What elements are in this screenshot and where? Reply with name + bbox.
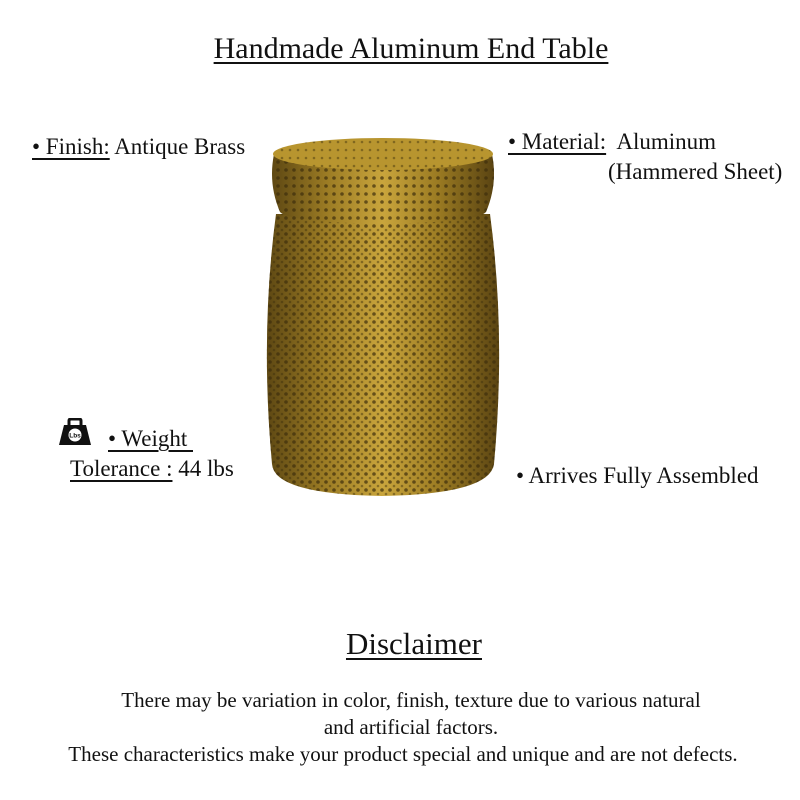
disclaimer-line: There may be variation in color, finish, texture due to various natural bbox=[121, 688, 701, 712]
weight-label-line2: Tolerance : bbox=[70, 456, 173, 481]
end-table-image bbox=[258, 134, 508, 500]
table-top bbox=[272, 138, 494, 224]
material-feature bbox=[508, 130, 716, 153]
disclaimer-line: and artificial factors. bbox=[323, 715, 499, 739]
weight-lbs-icon bbox=[58, 418, 92, 446]
table-body bbox=[267, 214, 499, 496]
disclaimer-line: These characteristics make your product special and unique and are not defects. bbox=[68, 742, 738, 766]
disclaimer-title: Disclaimer bbox=[345, 626, 482, 661]
material-value: Aluminum bbox=[606, 129, 717, 154]
svg-text:Lbs: Lbs bbox=[69, 432, 81, 440]
finish-value: Antique Brass bbox=[109, 134, 246, 159]
material-label: • Material: bbox=[508, 129, 607, 154]
material-value-line2: (Hammered Sheet) bbox=[608, 159, 783, 184]
weight-feature bbox=[70, 457, 234, 480]
finish-label: • Finish: bbox=[32, 134, 110, 159]
weight-label-line1: • Weight bbox=[108, 426, 193, 451]
assembly-feature: • Arrives Fully Assembled bbox=[516, 463, 759, 488]
weight-value: 44 lbs bbox=[172, 456, 234, 481]
finish-feature bbox=[32, 135, 245, 158]
page-title: Handmade Aluminum End Table bbox=[213, 32, 609, 65]
